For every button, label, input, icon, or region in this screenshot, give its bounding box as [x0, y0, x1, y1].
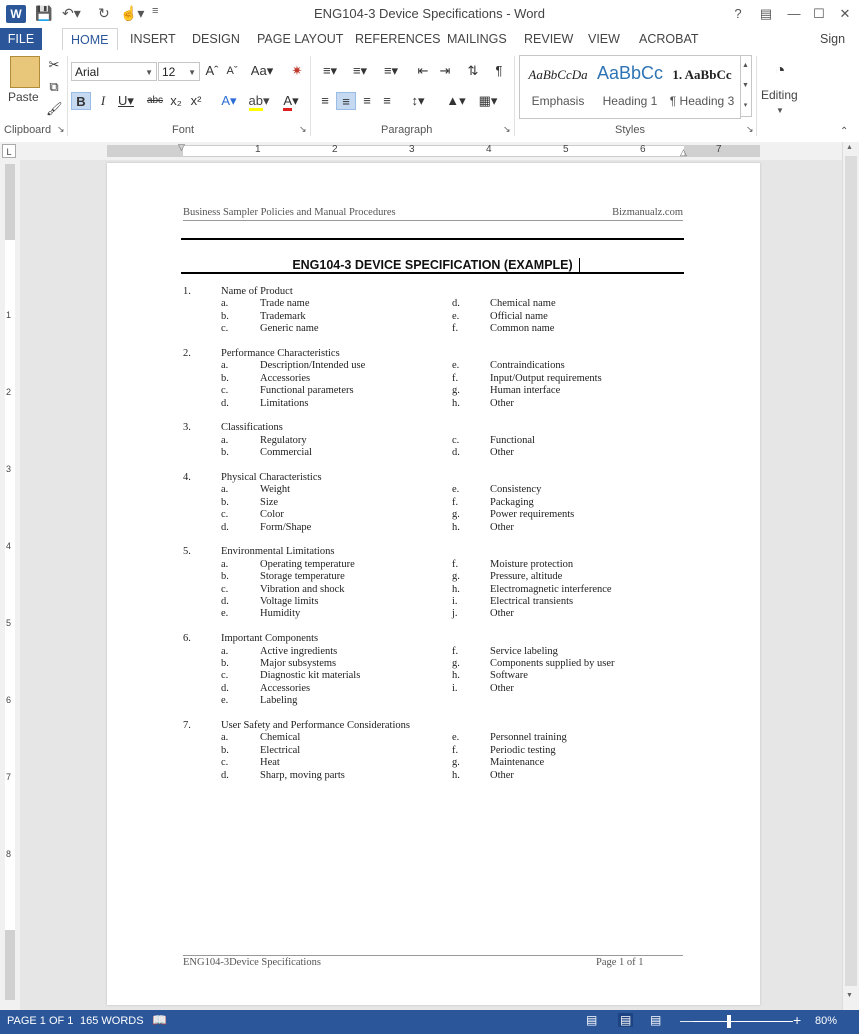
- section-number: 3.: [183, 422, 191, 434]
- indent-marker-icon[interactable]: ▽: [178, 142, 185, 152]
- clipboard-launcher-icon[interactable]: ↘: [57, 124, 65, 134]
- show-formatting-icon[interactable]: ¶: [495, 63, 503, 78]
- section-title: Performance Characteristics: [221, 348, 340, 359]
- item-letter: a.: [221, 360, 229, 372]
- group-label-paragraph: Paragraph: [381, 124, 433, 136]
- item-letter: c.: [221, 509, 229, 521]
- item-letter: b.: [221, 372, 229, 384]
- list-item: Active ingredients: [260, 645, 338, 657]
- list-item: Generic name: [260, 323, 319, 335]
- sign-in-link[interactable]: Sign: [820, 32, 846, 46]
- list-item: Description/Intended use: [260, 360, 366, 372]
- group-separator: [756, 56, 757, 136]
- list-item: Major subsystems: [260, 658, 337, 669]
- style-emphasis-label[interactable]: Emphasis: [531, 94, 585, 108]
- touch-mode-icon[interactable]: ☝▾: [120, 5, 145, 21]
- undo-icon[interactable]: ↶▾: [62, 5, 81, 21]
- ribbon-display-options-icon[interactable]: ▤: [759, 6, 773, 21]
- list-item: Diagnostic kit materials: [260, 670, 361, 682]
- format-painter-icon[interactable]: 🖌: [46, 101, 63, 116]
- status-bar: [0, 1010, 859, 1034]
- item-letter: g.: [452, 658, 460, 669]
- item-letter: j.: [452, 608, 458, 620]
- align-center-icon[interactable]: ≡: [336, 92, 356, 110]
- item-letter: b.: [221, 744, 229, 756]
- list-item: Trademark: [260, 310, 306, 322]
- item-letter: d.: [221, 769, 229, 781]
- group-label-font: Font: [172, 124, 195, 136]
- ruler-number: 7: [716, 144, 722, 155]
- section-number: 4.: [183, 472, 191, 483]
- item-letter: d.: [221, 596, 229, 607]
- list-item: Limitations: [260, 397, 309, 409]
- shrink-font-icon[interactable]: Aˇ: [226, 65, 238, 77]
- item-letter: e.: [452, 732, 460, 744]
- redo-icon[interactable]: ↻: [98, 5, 110, 21]
- right-indent-marker-icon[interactable]: △: [680, 147, 687, 157]
- zoom-in-icon[interactable]: +: [793, 1012, 802, 1028]
- justify-icon[interactable]: ≡: [383, 93, 391, 108]
- section-title: Environmental Limitations: [221, 546, 335, 558]
- item-letter: f.: [452, 323, 459, 335]
- item-letter: a.: [221, 645, 229, 657]
- multilevel-list-icon[interactable]: ≡▾: [383, 63, 399, 78]
- list-item: Other: [490, 608, 514, 620]
- list-item: Size: [260, 496, 279, 508]
- borders-icon[interactable]: ▦▾: [478, 93, 498, 108]
- tab-references[interactable]: REFERENCES: [355, 32, 441, 46]
- item-letter: i.: [452, 596, 458, 607]
- item-letter: f.: [452, 496, 459, 508]
- vruler-number: 7: [6, 772, 12, 782]
- item-letter: d.: [221, 521, 229, 533]
- list-item: Operating temperature: [260, 558, 355, 570]
- group-separator: [514, 56, 515, 136]
- item-letter: f.: [452, 645, 459, 657]
- zoom-out-icon[interactable]: —: [680, 1013, 693, 1028]
- item-letter: c.: [221, 757, 229, 769]
- customize-qat-icon[interactable]: ≡: [152, 5, 159, 17]
- list-item: Accessories: [260, 682, 311, 694]
- window-title: ENG104-3 Device Specifications - Word: [314, 6, 545, 21]
- item-letter: h.: [452, 583, 460, 595]
- item-letter: h.: [452, 521, 460, 533]
- close-icon[interactable]: ✕: [839, 6, 851, 21]
- list-item: Other: [490, 682, 514, 694]
- underline-button[interactable]: U▾: [118, 93, 134, 108]
- item-letter: e.: [221, 695, 229, 707]
- item-letter: b.: [221, 310, 229, 322]
- list-item: Power requirements: [490, 509, 575, 521]
- bold-button[interactable]: B: [71, 92, 91, 110]
- tab-selector-icon[interactable]: L: [2, 144, 16, 158]
- zoom-slider-thumb[interactable]: [727, 1015, 731, 1028]
- style-heading3-preview[interactable]: 1. AaBbCc: [672, 67, 732, 82]
- list-item: Commercial: [260, 447, 312, 459]
- document-page[interactable]: [107, 163, 760, 1005]
- tab-view[interactable]: VIEW: [588, 32, 620, 46]
- word-count[interactable]: 165 WORDS: [80, 1015, 144, 1027]
- style-heading1-label[interactable]: Heading 1: [602, 94, 658, 108]
- item-letter: g.: [452, 385, 460, 397]
- list-item: Components supplied by user: [490, 658, 615, 669]
- section-number: 5.: [183, 546, 191, 558]
- vruler-number: 8: [6, 849, 12, 859]
- decrease-indent-icon[interactable]: ⇤: [417, 63, 429, 78]
- page-header-right: Bizmanualz.com: [612, 207, 683, 218]
- numbering-icon[interactable]: ≡▾: [352, 63, 368, 78]
- tab-design[interactable]: DESIGN: [192, 32, 240, 46]
- section-title: Classifications: [221, 422, 283, 434]
- item-letter: b.: [221, 447, 229, 459]
- style-heading3-label[interactable]: ¶ Heading 3: [669, 94, 735, 108]
- list-item: Voltage limits: [260, 596, 319, 607]
- list-item: Trade name: [260, 298, 310, 310]
- section-title: User Safety and Performance Considerations: [221, 720, 410, 731]
- scroll-thumb[interactable]: [845, 156, 857, 986]
- ruler-track: [107, 145, 760, 157]
- item-letter: a.: [221, 298, 229, 310]
- list-item: Consistency: [490, 484, 542, 496]
- list-item: Input/Output requirements: [490, 372, 602, 384]
- list-item: Software: [490, 670, 528, 682]
- item-letter: d.: [452, 298, 460, 310]
- item-letter: c.: [221, 583, 229, 595]
- ruler-number: 6: [640, 144, 646, 155]
- item-letter: c.: [221, 385, 229, 397]
- list-item: Sharp, moving parts: [260, 769, 345, 781]
- read-mode-icon[interactable]: ▤: [586, 1013, 598, 1027]
- item-letter: a.: [221, 732, 229, 744]
- list-item: Humidity: [260, 608, 301, 620]
- group-separator: [310, 56, 311, 136]
- section-number: 6.: [183, 633, 191, 645]
- print-layout-icon[interactable]: ▤: [620, 1013, 632, 1027]
- increase-indent-icon[interactable]: ⇥: [439, 63, 451, 78]
- section-title: Name of Product: [221, 286, 293, 297]
- vertical-scrollbar[interactable]: [842, 142, 859, 1010]
- item-letter: f.: [452, 372, 459, 384]
- italic-button[interactable]: I: [100, 93, 106, 108]
- font-name-value: Arial: [75, 65, 100, 79]
- item-letter: g.: [452, 509, 460, 521]
- list-item: Pressure, altitude: [490, 571, 563, 583]
- vruler-number: 2: [6, 387, 12, 397]
- page-count[interactable]: PAGE 1 OF 1: [7, 1015, 74, 1027]
- paste-button[interactable]: Paste: [8, 90, 39, 104]
- item-letter: g.: [452, 757, 460, 769]
- subscript-button[interactable]: x₂: [170, 93, 182, 108]
- change-case-label: Aa: [250, 63, 267, 78]
- item-letter: f.: [452, 744, 459, 756]
- list-item: Other: [490, 447, 514, 459]
- vertical-ruler[interactable]: [0, 160, 20, 1010]
- copy-icon[interactable]: ⧉: [49, 79, 59, 94]
- section-number: 2.: [183, 348, 191, 359]
- ruler-number: 1: [255, 144, 261, 155]
- maximize-icon[interactable]: ☐: [813, 6, 825, 21]
- help-button[interactable]: ?: [734, 6, 742, 21]
- item-letter: a.: [221, 434, 229, 446]
- list-item: Functional: [490, 434, 535, 446]
- ruler-right-margin: [684, 145, 760, 157]
- ruler-number: 2: [332, 144, 338, 155]
- page-header-left: Business Sampler Policies and Manual Procedures: [183, 207, 396, 218]
- page-footer-right: Page 1 of 1: [596, 957, 644, 968]
- list-item: Personnel training: [490, 732, 567, 744]
- section-number: 7.: [183, 720, 191, 731]
- ribbon: [0, 50, 859, 143]
- list-item: Vibration and shock: [260, 583, 345, 595]
- web-layout-icon[interactable]: ▤: [650, 1013, 662, 1027]
- styles-scroll[interactable]: ▲ ▼ ▾: [740, 55, 752, 117]
- section-title: Physical Characteristics: [221, 472, 322, 483]
- list-item: Regulatory: [260, 434, 307, 446]
- list-item: Accessories: [260, 372, 311, 384]
- zoom-slider-track[interactable]: [693, 1021, 793, 1022]
- styles-launcher-icon[interactable]: ↘: [746, 124, 754, 134]
- style-heading1-preview[interactable]: AaBbCc: [596, 63, 664, 83]
- list-item: Service labeling: [490, 645, 558, 657]
- item-letter: a.: [221, 484, 229, 496]
- item-letter: e.: [452, 360, 460, 372]
- shading-icon[interactable]: ▲▾: [446, 93, 466, 108]
- title-bar: [0, 0, 859, 28]
- zoom-level[interactable]: 80%: [815, 1015, 838, 1027]
- vruler-number: 6: [6, 695, 12, 705]
- chevron-down-icon: ▼: [188, 68, 196, 77]
- chevron-down-icon: ▼: [776, 106, 784, 115]
- tab-page-layout[interactable]: PAGE LAYOUT: [257, 32, 344, 46]
- item-letter: d.: [452, 447, 460, 459]
- ruler-left-margin: [107, 145, 183, 157]
- ruler-number: 4: [486, 144, 492, 155]
- vruler-bottom-margin: [5, 930, 15, 1000]
- paste-icon[interactable]: [10, 56, 40, 88]
- line-spacing-icon[interactable]: ↕▾: [411, 93, 425, 108]
- horizontal-ruler[interactable]: [0, 142, 859, 160]
- ruler-number: 3: [409, 144, 415, 155]
- item-letter: a.: [221, 558, 229, 570]
- item-letter: e.: [452, 484, 460, 496]
- sort-icon[interactable]: ⇅: [467, 63, 479, 78]
- list-item: Human interface: [490, 385, 561, 397]
- paragraph-launcher-icon[interactable]: ↘: [503, 124, 511, 134]
- list-item: Maintenance: [490, 757, 545, 769]
- page-footer-left: ENG104-3Device Specifications: [183, 957, 321, 968]
- item-letter: h.: [452, 769, 460, 781]
- chevron-down-icon: ▼: [145, 68, 153, 77]
- font-launcher-icon[interactable]: ↘: [299, 124, 307, 134]
- ribbon-tabs: [0, 28, 859, 51]
- vruler-number: 4: [6, 541, 12, 551]
- document-title[interactable]: ENG104-3 DEVICE SPECIFICATION (EXAMPLE): [292, 258, 573, 272]
- superscript-button[interactable]: x²: [190, 93, 202, 108]
- tab-insert[interactable]: INSERT: [130, 32, 176, 46]
- font-size-combo[interactable]: [158, 62, 200, 81]
- align-left-icon[interactable]: ≡: [321, 93, 329, 108]
- cut-icon[interactable]: ✂: [48, 57, 60, 72]
- item-letter: d.: [221, 397, 229, 409]
- item-letter: i.: [452, 682, 458, 694]
- item-letter: c.: [452, 434, 460, 446]
- vruler-track: [5, 240, 15, 930]
- group-label-styles: Styles: [615, 124, 645, 136]
- vruler-top-margin: [5, 164, 15, 240]
- group-separator: [67, 56, 68, 136]
- item-letter: e.: [452, 310, 460, 322]
- tab-mailings[interactable]: MAILINGS: [447, 32, 507, 46]
- group-label-clipboard: Clipboard: [4, 124, 52, 136]
- item-letter: d.: [221, 682, 229, 694]
- align-right-icon[interactable]: ≡: [363, 93, 371, 108]
- vruler-number: 3: [6, 464, 12, 474]
- list-item: Storage temperature: [260, 571, 345, 583]
- tab-home[interactable]: HOME: [62, 28, 118, 52]
- style-emphasis-preview[interactable]: AaBbCcDa: [528, 67, 588, 82]
- collapse-ribbon-icon[interactable]: ⌃: [840, 126, 849, 137]
- word-app-icon[interactable]: W: [6, 5, 26, 23]
- list-item: Electrical: [260, 744, 301, 756]
- list-item: Electromagnetic interference: [490, 583, 612, 595]
- change-case-button[interactable]: Aa▾: [250, 63, 274, 78]
- list-item: Chemical: [260, 732, 301, 744]
- tab-review[interactable]: REVIEW: [524, 32, 574, 46]
- section-number: 1.: [183, 286, 191, 297]
- list-item: Heat: [260, 757, 280, 769]
- item-letter: b.: [221, 658, 229, 669]
- font-name-combo[interactable]: [71, 62, 157, 81]
- item-letter: h.: [452, 670, 460, 682]
- list-item: Functional parameters: [260, 385, 354, 397]
- list-item: Chemical name: [490, 298, 556, 310]
- item-letter: b.: [221, 496, 229, 508]
- scroll-up-icon[interactable]: ▲: [846, 144, 853, 151]
- list-item: Labeling: [260, 695, 298, 707]
- editing-button[interactable]: Editing: [761, 88, 798, 102]
- proofing-icon[interactable]: 📖: [152, 1013, 167, 1027]
- save-icon[interactable]: 💾: [35, 5, 53, 21]
- binoculars-icon[interactable]: ◔: [774, 60, 786, 80]
- list-item: Moisture protection: [490, 558, 574, 570]
- minimize-icon[interactable]: —: [787, 6, 801, 21]
- vruler-number: 1: [6, 310, 12, 320]
- item-letter: e.: [221, 608, 229, 620]
- grow-font-icon[interactable]: Aˆ: [205, 63, 219, 78]
- vruler-number: 5: [6, 618, 12, 628]
- spec-sections: [107, 163, 760, 1005]
- list-item: Common name: [490, 323, 555, 335]
- list-item: Form/Shape: [260, 521, 312, 533]
- list-item: Packaging: [490, 496, 534, 508]
- item-letter: g.: [452, 571, 460, 583]
- highlight-color-icon[interactable]: ab▾: [246, 92, 272, 110]
- item-letter: f.: [452, 558, 459, 570]
- tab-file[interactable]: FILE: [0, 28, 42, 50]
- font-color-icon[interactable]: A▾: [278, 92, 304, 110]
- tab-acrobat[interactable]: ACROBAT: [639, 32, 699, 46]
- text-effects-icon[interactable]: A▾: [221, 93, 237, 108]
- list-item: Electrical transients: [490, 596, 574, 607]
- list-item: Contraindications: [490, 360, 565, 372]
- bullets-icon[interactable]: ≡▾: [322, 63, 338, 78]
- scroll-down-icon[interactable]: ▼: [846, 992, 853, 999]
- list-item: Periodic testing: [490, 744, 556, 756]
- list-item: Other: [490, 521, 514, 533]
- section-title: Important Components: [221, 633, 319, 645]
- list-item: Color: [260, 509, 284, 521]
- item-letter: h.: [452, 397, 460, 409]
- font-size-value: 12: [162, 65, 176, 79]
- item-letter: c.: [221, 323, 229, 335]
- ruler-number: 5: [563, 144, 569, 155]
- list-item: Other: [490, 769, 514, 781]
- item-letter: c.: [221, 670, 229, 682]
- list-item: Other: [490, 397, 514, 409]
- footer-rule: [183, 955, 683, 956]
- list-item: Official name: [490, 310, 548, 322]
- item-letter: b.: [221, 571, 229, 583]
- list-item: Weight: [260, 484, 291, 496]
- strikethrough-button[interactable]: abc: [146, 95, 164, 106]
- clear-formatting-icon[interactable]: ✷: [291, 63, 303, 78]
